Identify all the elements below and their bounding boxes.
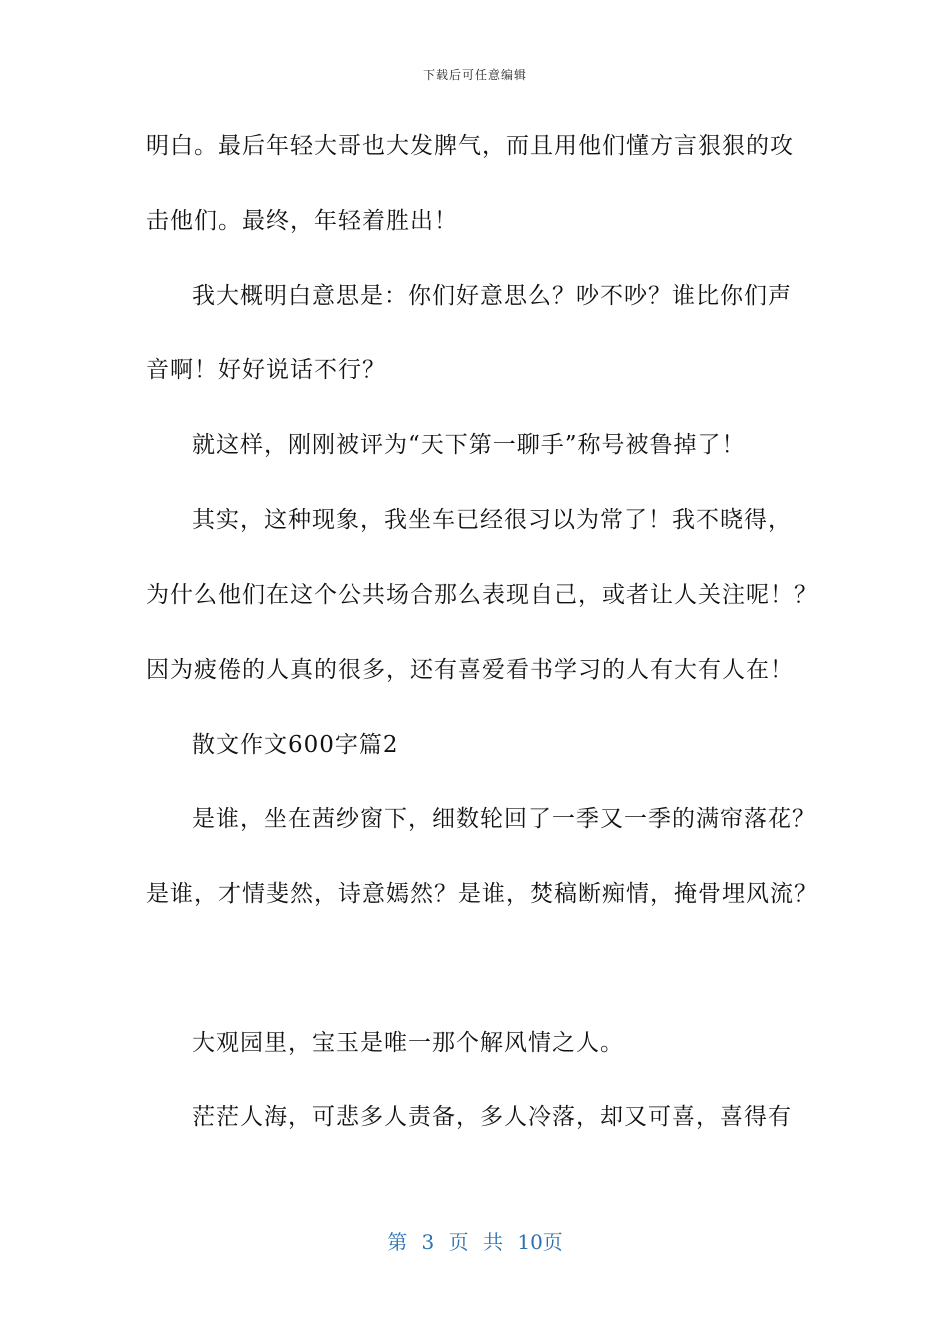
section-heading: 散文作文600字篇2 xyxy=(192,732,399,758)
body-line-5: 就这样，刚刚被评为“天下第一聊手”称号被鲁掉了！ xyxy=(192,432,746,458)
body-line-10: 是谁，坐在茜纱窗下，细数轮回了一季又一季的满帘落花？ xyxy=(192,806,816,832)
body-line-7: 为什么他们在这个公共场合那么表现自己，或者让人关注呢！？ xyxy=(146,582,818,608)
body-line-6: 其实，这种现象，我坐车已经很习以为常了！我不晓得， xyxy=(192,507,792,533)
body-line-11: 是谁，才情斐然，诗意嫣然？是谁，焚稿断痴情，掩骨埋风流？ xyxy=(146,881,818,907)
body-line-3: 我大概明白意思是：你们好意思么？吵不吵？谁比你们声 xyxy=(192,283,792,309)
page-header: 下载后可任意编辑 xyxy=(422,68,527,82)
body-line-13: 茫茫人海，可悲多人责备，多人冷落，却又可喜，喜得有 xyxy=(192,1104,792,1130)
body-line-12: 大观园里，宝玉是唯一那个解风情之人。 xyxy=(192,1030,624,1056)
page-footer: 第 3 页 共 10页 xyxy=(387,1230,563,1254)
body-line-2: 击他们。最终，年轻着胜出！ xyxy=(146,208,458,234)
body-line-4: 音啊！好好说话不行？ xyxy=(146,357,386,383)
body-line-1: 明白。最后年轻大哥也大发脾气，而且用他们懂方言狠狠的攻 xyxy=(146,133,794,159)
body-line-8: 因为疲倦的人真的很多，还有喜爱看书学习的人有大有人在！ xyxy=(146,657,794,683)
